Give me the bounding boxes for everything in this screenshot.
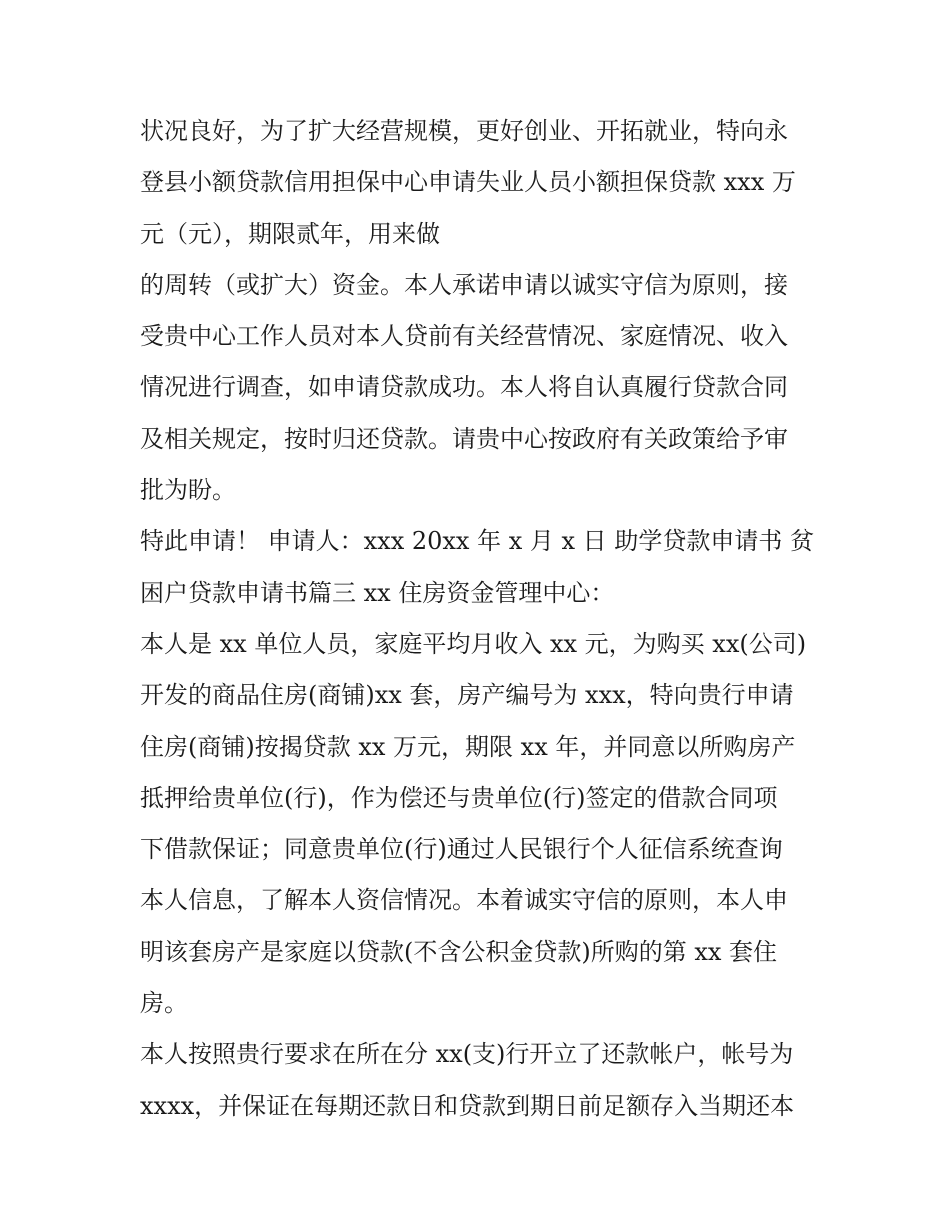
text-line: 的周转（或扩大）资金。本人承诺申请以诚实守信为原则，接: [140, 270, 788, 299]
text-line: 特此申请！ 申请人：xxx 20xx 年 x 月 x 日 助学贷款申请书 贫: [140, 527, 814, 556]
text-line: 下借款保证；同意贵单位(行)通过人民银行个人征信系统查询: [140, 835, 783, 864]
text-line: 抵押给贵单位(行)，作为偿还与贵单位(行)签定的借款合同项: [140, 783, 778, 812]
text-line: xxxx，并保证在每期还款日和贷款到期日前足额存入当期还本: [140, 1091, 795, 1120]
text-line: 状况良好，为了扩大经营规模，更好创业、开拓就业，特向永: [140, 117, 788, 145]
text-line: 受贵中心工作人员对本人贷前有关经营情况、家庭情况、收入: [140, 322, 788, 351]
text-line: 及相关规定，按时归还贷款。请贵中心按政府有关政策给予审: [140, 424, 788, 453]
text-line: 房。: [140, 989, 188, 1018]
text-line: 本人是 xx 单位人员，家庭平均月收入 xx 元，为购买 xx(公司): [140, 629, 807, 658]
text-line: 开发的商品住房(商铺)xx 套，房产编号为 xxx，特向贵行申请: [140, 681, 794, 710]
text-line: 批为盼。: [140, 476, 236, 505]
text-line: 本人信息，了解本人资信情况。本着诚实守信的原则，本人申: [140, 886, 788, 915]
document-body: [140, 106, 812, 1132]
text-line: 登县小额贷款信用担保中心申请失业人员小额担保贷款 xxx 万: [140, 168, 796, 197]
text-line: 情况进行调查，如申请贷款成功。本人将自认真履行贷款合同: [140, 373, 788, 402]
text-line: 住房(商铺)按揭贷款 xx 万元，期限 xx 年，并同意以所购房产: [140, 732, 796, 761]
text-line: 元（元），期限贰年，用来做: [140, 219, 440, 248]
text-line: 困户贷款申请书篇三 xx 住房资金管理中心：: [140, 578, 615, 607]
text-line: 本人按照贵行要求在所在分 xx(支)行开立了还款帐户，帐号为: [140, 1040, 794, 1069]
text-line: 明该套房产是家庭以贷款(不含公积金贷款)所购的第 xx 套住: [140, 937, 778, 966]
